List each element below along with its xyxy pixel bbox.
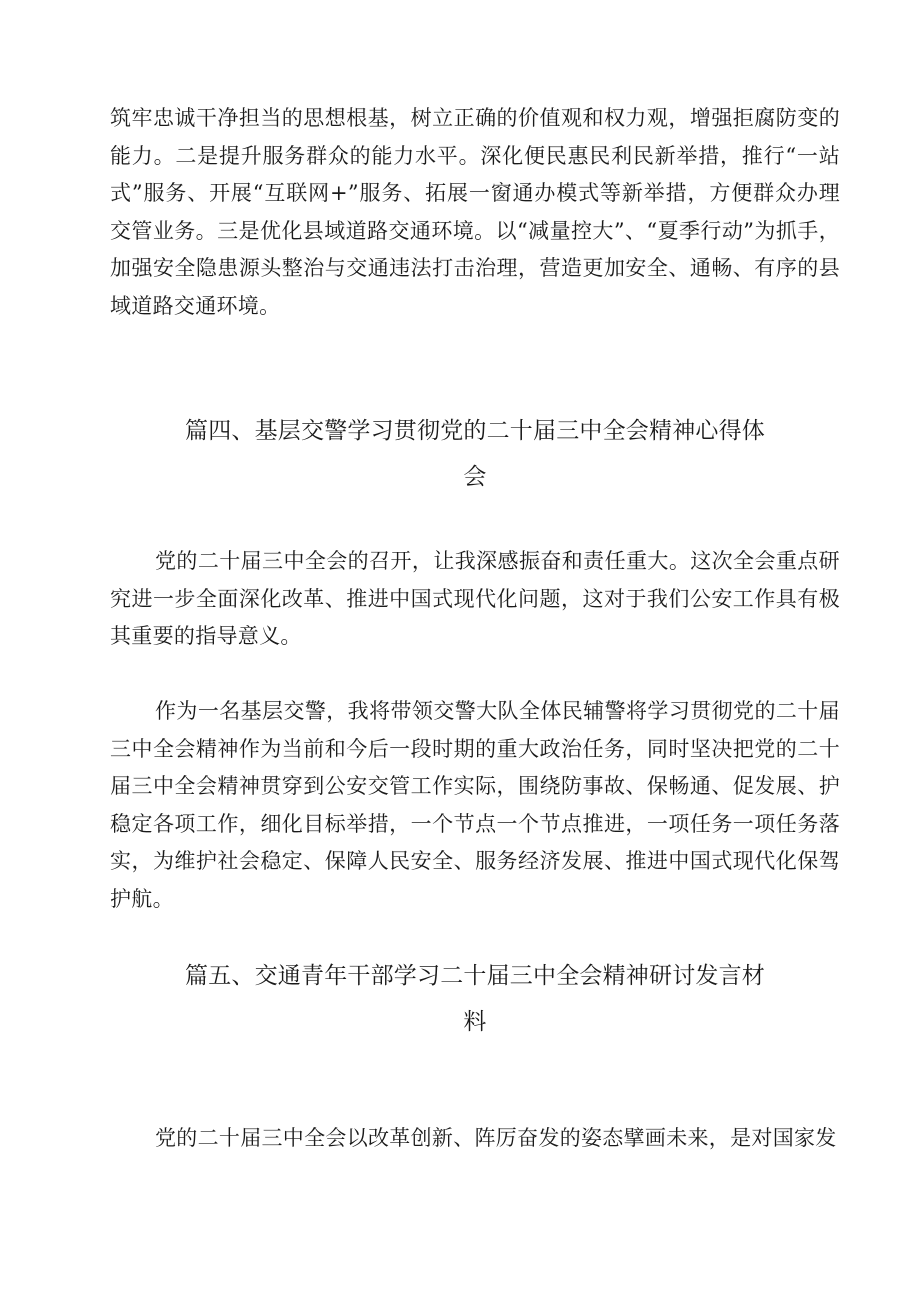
intro-paragraph: 筑牢忠诚干净担当的思想根基，树立正确的价值观和权力观，增强拒腐防变的能力。二是提升服务群众的能力水平。深化便民惠民利民新举措，推行“一站式”服务、开展“互联网+”服务、拓展一窗通办模式等新举措，方便群众办理交管业务。三是优化县域道路交通环境。以“减量控大”、“夏季行动”为抓手，加强安全隐患源头整治与交通违法打击治理，营造更加安全、通畅、有序的县域道路交通环境。 bbox=[110, 106, 840, 318]
section4-title bbox=[110, 408, 840, 500]
section4-paragraph1: 党的二十届三中全会的召开，让我深感振奋和责任重大。这次全会重点研究进一步全面深化改革、推进中国式现代化问题，这对于我们公安工作具有极其重要的指导意义。 bbox=[110, 549, 840, 648]
section5-paragraph1: 党的二十届三中全会以改革创新、阵厉奋发的姿态擘画未来，是对国家发 bbox=[155, 1126, 837, 1150]
section4-title-line1: 篇四、基层交警学习贯彻党的二十届三中全会精神心得体 bbox=[185, 418, 765, 444]
section4-paragraph2: 作为一名基层交警，我将带领交警大队全体民辅警将学习贯彻党的二十届三中全会精神作为当前和今后一段时期的重大政治任务，同时坚决把党的二十届三中全会精神贯穿到公安交管工作实际，围绕防事故、保畅通、促发展、护稳定各项工作，细化目标举措，一个节点一个节点推进，一项任务一项任务落实，为维护社会稳定、保障人民安全、服务经济发展、推进中国式现代化保驾护航。 bbox=[110, 699, 840, 911]
section5-title-line1: 篇五、交通青年干部学习二十届三中全会精神研讨发言材 bbox=[185, 963, 765, 989]
section4-title-line2: 会 bbox=[463, 464, 487, 490]
section5-title bbox=[110, 953, 840, 1045]
section5-title-line2: 料 bbox=[463, 1009, 487, 1035]
